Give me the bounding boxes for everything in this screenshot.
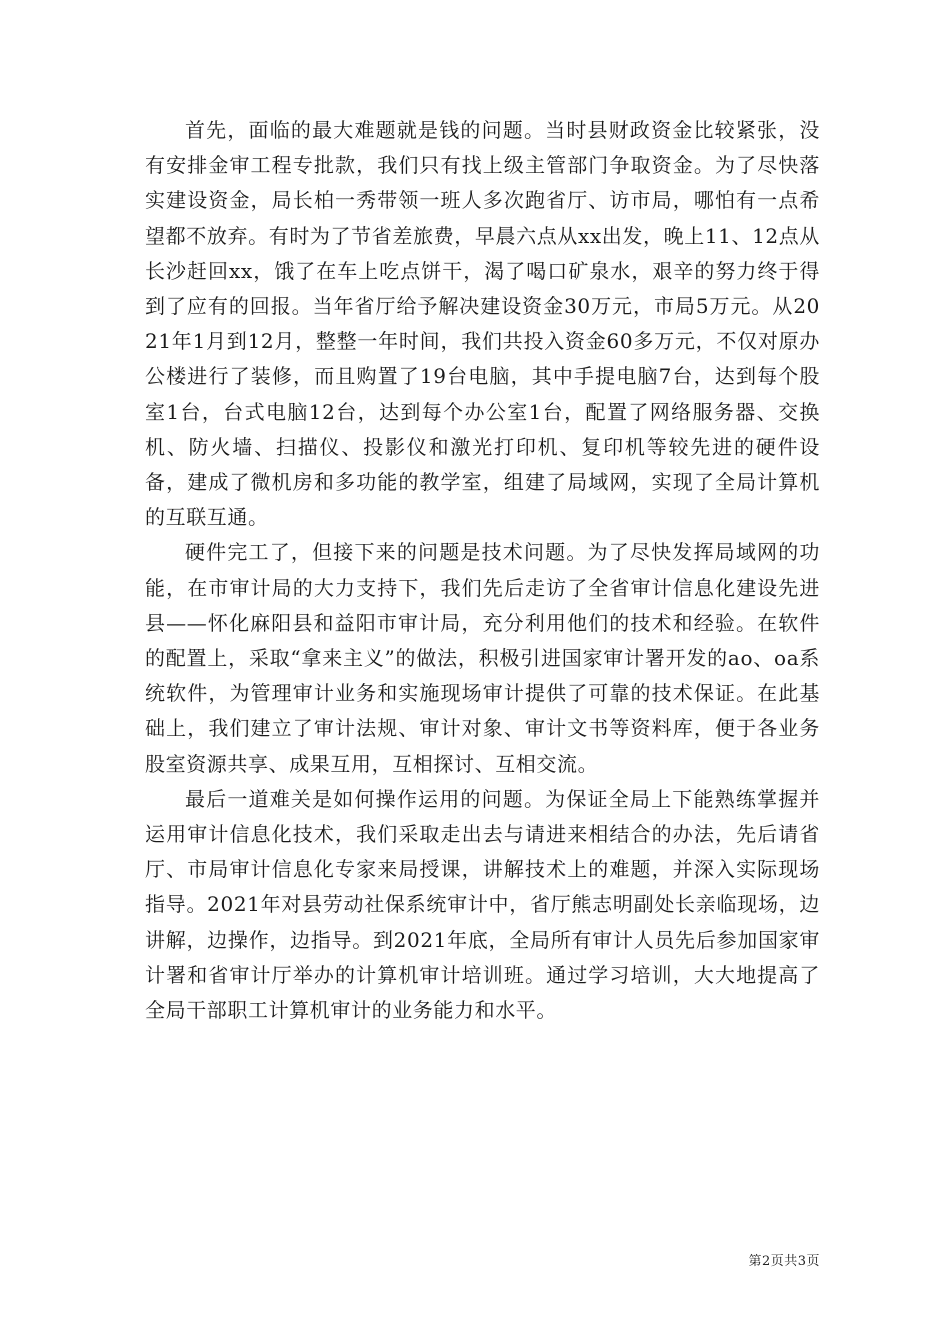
page-number: 第2页共3页 [748,1254,820,1269]
paragraph-technology: 硬件完工了，但接下来的问题是技术问题。为了尽快发挥局域网的功能，在市审计局的大力支持下，我们先后走访了全省审计信息化建设先进县——怀化麻阳县和益阳市审计局，充分利用他们的技术和经验。在软件的配置上，采取“拿来主义”的做法，积极引进国家审计署开发的ao、oa系统软件，为管理审计业务和实施现场审计提供了可靠的技术保证。在此基础上，我们建立了审计法规、审计对象、审计文书等资料库，便于各业务股室资源共享、成果互用，互相探讨、互相交流。 [145,540,820,776]
paragraph-training: 最后一道难关是如何操作运用的问题。为保证全局上下能熟练掌握并运用审计信息化技术，我们采取走出去与请进来相结合的办法，先后请省厅、市局审计信息化专家来局授课，讲解技术上的难题，并深入实际现场指导。2021年对县劳动社保系统审计中，省厅熊志明副处长亲临现场，边讲解，边操作，边指导。到2021年底，全局所有审计人员先后参加国家审计署和省审计厅举办的计算机审计培训班。通过学习培训，大大地提高了全局干部职工计算机审计的业务能力和水平。 [145,786,820,1023]
document-body [145,113,820,1028]
paragraph-funding: 首先，面临的最大难题就是钱的问题。当时县财政资金比较紧张，没有安排金审工程专批款，我们只有找上级主管部门争取资金。为了尽快落实建设资金，局长柏一秀带领一班人多次跑省厅、访市局，哪怕有一点希望都不放弃。有时为了节省差旅费，早晨六点从xx出发，晚上11、12点从长沙赶回xx，饿了在车上吃点饼干，渴了喝口矿泉水，艰辛的努力终于得到了应有的回报。当年省厅给予解决建设资金30万元，市局5万元。从2021年1月到12月，整整一年时间，我们共投入资金60多万元，不仅对原办公楼进行了装修，而且购置了19台电脑，其中手提电脑7台，达到每个股室1台，台式电脑12台，达到每个办公室1台，配置了网络服务器、交换机、防火墙、扫描仪、投影仪和激光打印机、复印机等较先进的硬件设备，建成了微机房和多功能的教学室，组建了局域网，实现了全局计算机的互联互通。 [145,118,820,530]
